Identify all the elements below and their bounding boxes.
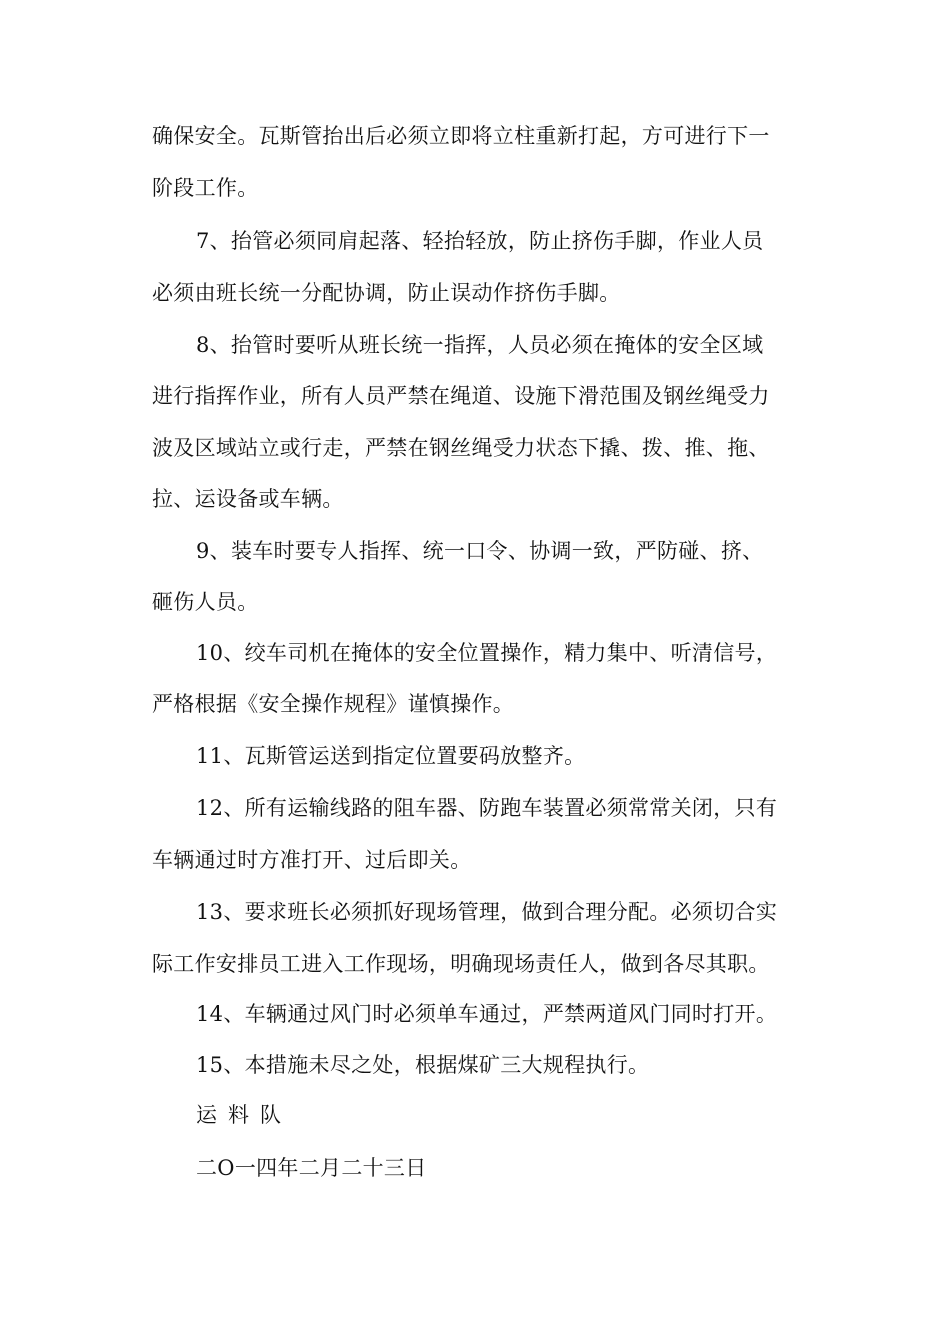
paragraph-line: 进行指挥作业，所有人员严禁在绳道、设施下滑范围及钢丝绳受力 [152,384,770,408]
paragraph-line: 必须由班长统一分配协调，防止误动作挤伤手脚。 [152,281,621,305]
paragraph-line: 7、抬管必须同肩起落、轻抬轻放，防止挤伤手脚，作业人员 [196,229,764,253]
paragraph-line: 15、本措施未尽之处，根据煤矿三大规程执行。 [196,1053,650,1077]
paragraph-line: 8、抬管时要听从班长统一指挥，人员必须在掩体的安全区域 [196,333,764,357]
paragraph-line: 10、绞车司机在掩体的安全位置操作，精力集中、听清信号， [196,641,778,665]
paragraph-line: 波及区域站立或行走，严禁在钢丝绳受力状态下撬、拨、推、拖、 [152,436,770,460]
paragraph-line: 阶段工作。 [152,176,259,200]
paragraph-line: 11、瓦斯管运送到指定位置要码放整齐。 [196,744,586,768]
signature-date: 二O一四年二月二十三日 [196,1156,427,1180]
paragraph-line: 14、车辆通过风门时必须单车通过，严禁两道风门同时打开。 [196,1002,778,1026]
paragraph-line: 严格根据《安全操作规程》谨慎操作。 [152,692,515,716]
paragraph-line: 车辆通过时方准打开、过后即关。 [152,848,472,872]
paragraph-line: 拉、运设备或车辆。 [152,487,344,511]
paragraph-line: 9、装车时要专人指挥、统一口令、协调一致，严防碰、挤、 [196,539,764,563]
paragraph-line: 际工作安排员工进入工作现场，明确现场责任人，做到各尽其职。 [152,952,770,976]
signature-team: 运料队 [196,1103,292,1127]
paragraph-line: 13、要求班长必须抓好现场管理，做到合理分配。必须切合实 [196,900,778,924]
paragraph-line: 砸伤人员。 [152,590,259,614]
paragraph-line: 确保安全。瓦斯管抬出后必须立即将立柱重新打起，方可进行下一 [152,124,770,148]
paragraph-line: 12、所有运输线路的阻车器、防跑车装置必须常常关闭，只有 [196,796,778,820]
